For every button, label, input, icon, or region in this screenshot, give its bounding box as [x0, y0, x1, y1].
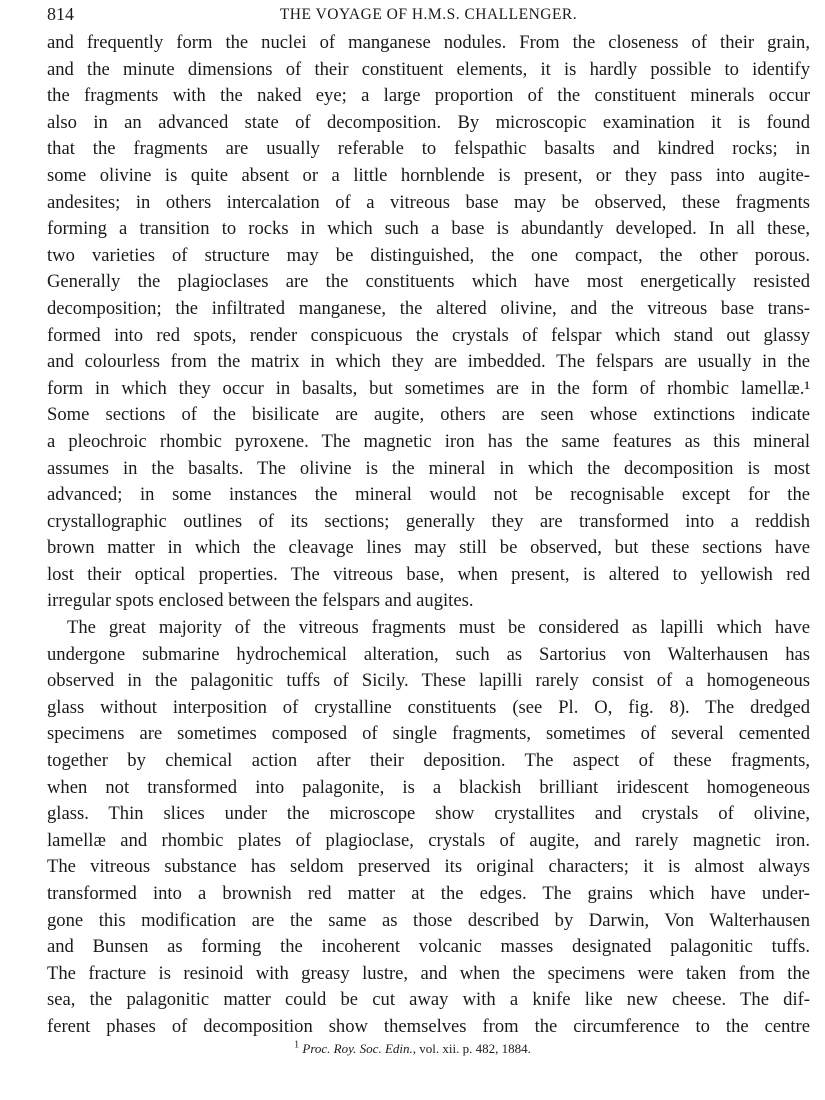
text-line: observed in the palagonitic tuffs of Sicily. These lapilli rarely consist of a homogeneous: [47, 670, 810, 692]
text-line: and frequently form the nuclei of manganese nodules. From the closeness of their grain,: [47, 32, 810, 53]
text-line: some olivine is quite absent or a little hornblende is present, or they pass into augite-: [47, 164, 810, 186]
text-line: assumes in the basalts. The olivine is the mineral in which the decomposition is most: [47, 457, 810, 479]
text-line: that the fragments are usually referable to felspathic basalts and kindred rocks; in: [47, 138, 810, 160]
text-line: brown matter in which the cleavage lines may still be observed, but these sections have: [47, 537, 810, 559]
page-header: [47, 4, 810, 28]
text-line: and the minute dimensions of their constituent elements, it is hardly possible to identify: [47, 58, 810, 80]
text-line: crystallographic outlines of its sections; generally they are transformed into a reddish: [47, 510, 810, 532]
text-line: andesites; in others intercalation of a vitreous base may be observed, these fragments: [47, 191, 810, 213]
text-line: transformed into a brownish red matter at the edges. The grains which have under-: [47, 883, 810, 904]
text-line: lamellæ and rhombic plates of plagioclase, crystals of augite, and rarely magnetic iron.: [47, 829, 810, 851]
text-line: Some sections of the bisilicate are augite, others are seen whose extinctions indicate: [47, 404, 810, 426]
text-line: irregular spots enclosed between the felspars and augites.: [47, 590, 474, 612]
text-line: and Bunsen as forming the incoherent volcanic masses designated palagonitic tuffs.: [47, 936, 810, 958]
text-line: the fragments with the naked eye; a large proportion of the constituent minerals occur: [47, 85, 810, 107]
body-text: [47, 30, 810, 1041]
text-line: glass without interposition of crystalline constituents (see Pl. O, fig. 8). The dredged: [47, 696, 810, 718]
text-line: The great majority of the vitreous fragments must be considered as lapilli which have: [67, 617, 810, 639]
text-line: form in which they occur in basalts, but sometimes are in the form of rhombic lamellæ.¹: [47, 377, 810, 399]
text-line: glass. Thin slices under the microscope show crystallites and crystals of olivine,: [47, 803, 810, 825]
text-line: The vitreous substance has seldom preserved its original characters; it is almost always: [47, 856, 810, 878]
text-line: also in an advanced state of decomposition. By microscopic examination it is found: [47, 111, 810, 133]
running-title: THE VOYAGE OF H.M.S. CHALLENGER.: [279, 6, 578, 23]
text-line: specimens are sometimes composed of single fragments, sometimes of several cemented: [47, 723, 810, 745]
text-line: and colourless from the matrix in which they are imbedded. The felspars are usually in the: [47, 351, 810, 373]
text-line: formed into red spots, render conspicuous the crystals of felspar which stand out glassy: [47, 324, 810, 346]
page-number: 814: [47, 4, 74, 24]
footnote: [0, 1041, 825, 1057]
text-line: The fracture is resinoid with greasy lustre, and when the specimens were taken from the: [47, 962, 810, 984]
text-line: decomposition; the infiltrated manganese, the altered olivine, and the vitreous base trans-: [47, 297, 810, 319]
text-line: ferent phases of decomposition show themselves from the circumference to the centre: [47, 1015, 810, 1037]
text-line: forming a transition to rocks in which such a base is abundantly developed. In all these,: [47, 218, 810, 240]
footnote-marker: 1: [294, 1039, 300, 1051]
text-line: when not transformed into palagonite, is a blackish brilliant iridescent homogeneous: [47, 776, 810, 798]
text-line: gone this modification are the same as those described by Darwin, Von Walterhausen: [47, 909, 810, 931]
footnote-details: , vol. xii. p. 482, 1884.: [412, 1041, 531, 1056]
text-line: advanced; in some instances the mineral would not be recognisable except for the: [47, 484, 810, 506]
text-line: together by chemical action after their deposition. The aspect of these fragments,: [47, 750, 810, 772]
footnote-source: Proc. Roy. Soc. Edin.: [302, 1041, 413, 1056]
text-line: sea, the palagonitic matter could be cut away with a knife like new cheese. The dif-: [47, 989, 810, 1011]
text-line: undergone submarine hydrochemical alteration, such as Sartorius von Walterhausen has: [47, 643, 810, 665]
text-line: a pleochroic rhombic pyroxene. The magnetic iron has the same features as this mineral: [47, 430, 810, 452]
text-line: Generally the plagioclases are the constituents which have most energetically resisted: [47, 271, 810, 293]
text-line: lost their optical properties. The vitreous base, when present, is altered to yellowish red: [47, 563, 810, 585]
text-line: two varieties of structure may be distinguished, the one compact, the other porous.: [47, 244, 810, 266]
